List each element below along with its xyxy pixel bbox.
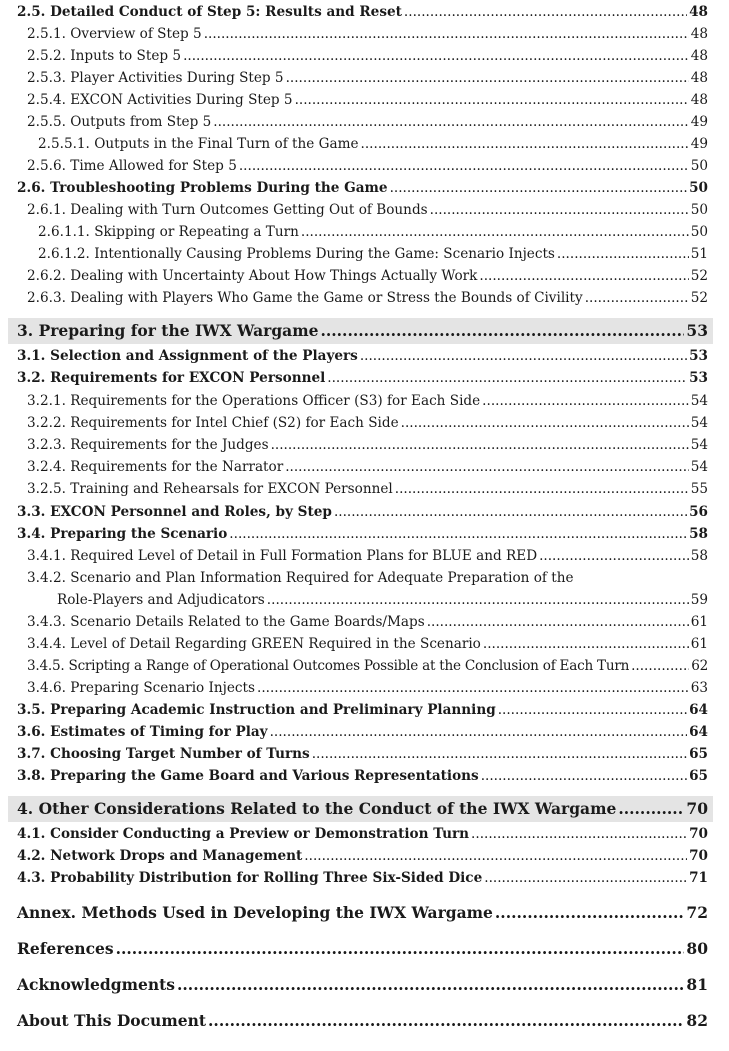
toc-acknowledgments[interactable]: [17, 975, 708, 994]
toc-page-number: 65: [689, 746, 708, 762]
toc-entry-label: 2.5.3. Player Activities During Step 5: [27, 70, 284, 86]
toc-page-number: 63: [690, 680, 708, 696]
toc-entry-label: 2.6.3. Dealing with Players Who Game the Game or Stress the Bounds of Civility: [27, 290, 583, 306]
toc-references[interactable]: [17, 939, 708, 958]
dot-leader: [495, 903, 685, 922]
toc-entry-2-6-1-2[interactable]: [38, 246, 708, 262]
dot-leader: [360, 348, 687, 364]
toc-chapter-4[interactable]: [17, 799, 708, 818]
toc-page-number: 64: [689, 724, 708, 740]
dot-leader: [183, 48, 689, 64]
toc-entry-label: 3.5. Preparing Academic Instruction and Preliminary Planning: [17, 702, 496, 718]
toc-entry-label: 2.6.2. Dealing with Uncertainty About How Things Actually Work: [27, 268, 478, 284]
toc-page-number: 53: [689, 370, 708, 386]
toc-entry-3-2-4[interactable]: [27, 459, 708, 475]
toc-entry-label: 2.5.5.1. Outputs in the Final Turn of the Game: [38, 136, 359, 152]
toc-page-number: 48: [689, 4, 708, 20]
toc-entry-3-2-2[interactable]: [27, 415, 708, 431]
toc-entry-label: 2.6.1.1. Skipping or Repeating a Turn: [38, 224, 299, 240]
dot-leader: [286, 70, 689, 86]
toc-page-number: 70: [686, 799, 708, 818]
toc-entry-2-5[interactable]: [17, 4, 708, 20]
dot-leader: [404, 4, 687, 20]
toc-page-number: 71: [689, 870, 708, 886]
toc-entry-label: 3.4.6. Preparing Scenario Injects: [27, 680, 255, 696]
toc-entry-3-4-3[interactable]: [27, 614, 708, 630]
dot-leader: [483, 636, 689, 652]
dot-leader: [427, 614, 689, 630]
toc-entry-label: 3.6. Estimates of Timing for Play: [17, 724, 268, 740]
toc-entry-2-5-2[interactable]: [27, 48, 708, 64]
toc-page-number: 48: [690, 70, 708, 86]
toc-entry-label: 4.2. Network Drops and Management: [17, 848, 303, 864]
toc-entry-label: 3.1. Selection and Assignment of the Players: [17, 348, 358, 364]
toc-entry-label: 4.3. Probability Distribution for Rolling Three Six-Sided Dice: [17, 870, 483, 886]
dot-leader: [213, 114, 688, 130]
toc-entry-2-6-1-1[interactable]: [38, 224, 708, 240]
dot-leader: [631, 658, 689, 674]
toc-entry-3-6[interactable]: [17, 724, 708, 740]
toc-entry-label: 2.5.2. Inputs to Step 5: [27, 48, 182, 64]
toc-page-number: 64: [689, 702, 708, 718]
dot-leader: [401, 415, 689, 431]
toc-annex[interactable]: [17, 903, 708, 922]
dot-leader: [301, 224, 689, 240]
toc-entry-label: 2.5.5. Outputs from Step 5: [27, 114, 212, 130]
toc-entry-3-2-5[interactable]: [27, 481, 708, 497]
toc-page-number: 48: [690, 48, 708, 64]
toc-page-number: 50: [690, 224, 708, 240]
toc-page-number: 54: [690, 393, 708, 409]
dot-leader: [618, 799, 684, 818]
dot-leader: [334, 504, 687, 520]
dot-leader: [177, 975, 684, 994]
dot-leader: [208, 1011, 684, 1030]
dot-leader: [204, 26, 689, 42]
toc-page-number: 48: [690, 26, 708, 42]
toc-page-number: 54: [690, 437, 708, 453]
toc-page-number: 70: [689, 826, 708, 842]
toc-entry-2-6-2[interactable]: [27, 268, 708, 284]
toc-entry-2-6-1[interactable]: [27, 202, 708, 218]
toc-entry-label: 2.5.4. EXCON Activities During Step 5: [27, 92, 293, 108]
toc-entry-label: 3.2. Requirements for EXCON Personnel: [17, 370, 326, 386]
toc-entry-2-5-5-1[interactable]: [38, 136, 708, 152]
toc-entry-4-2[interactable]: [17, 848, 708, 864]
toc-entry-label: 3.8. Preparing the Game Board and Various Representations: [17, 768, 479, 784]
dot-leader: [430, 202, 689, 218]
dot-leader: [229, 526, 687, 542]
toc-entry-3-2-1[interactable]: [27, 393, 708, 409]
toc-chapter-3[interactable]: [17, 321, 708, 340]
toc-page-number: 62: [691, 658, 708, 674]
toc-entry-label: Annex. Methods Used in Developing the IWX Wargame: [17, 903, 493, 922]
dot-leader: [116, 939, 685, 958]
toc-entry-2-5-3[interactable]: [27, 70, 708, 86]
toc-entry-2-5-1[interactable]: [27, 26, 708, 42]
toc-entry-4-1[interactable]: [17, 826, 708, 842]
dot-leader: [312, 746, 687, 762]
toc-page-number: 72: [686, 903, 708, 922]
dot-leader: [481, 768, 687, 784]
toc-entry-3-3[interactable]: [17, 504, 708, 520]
dot-leader: [539, 548, 689, 564]
dot-leader: [327, 370, 687, 386]
toc-page-number: 48: [690, 92, 708, 108]
toc-page-number: 81: [686, 975, 708, 994]
toc-page-number: 70: [689, 848, 708, 864]
toc-entry-3-2[interactable]: [17, 370, 708, 386]
toc-entry-label: 3.4.1. Required Level of Detail in Full Formation Plans for BLUE and RED: [27, 548, 538, 564]
dot-leader: [304, 848, 687, 864]
toc-entry-label: 2.6.1.2. Intentionally Causing Problems During the Game: Scenario Injects: [38, 246, 555, 262]
toc-entry-label: 3.2.3. Requirements for the Judges: [27, 437, 269, 453]
toc-entry-3-8[interactable]: [17, 768, 708, 784]
toc-entry-3-5[interactable]: [17, 702, 708, 718]
toc-page-number: 80: [686, 939, 708, 958]
toc-entry-3-1[interactable]: [17, 348, 708, 364]
dot-leader: [557, 246, 689, 262]
toc-entry-3-4-5[interactable]: [27, 658, 708, 674]
dot-leader: [320, 321, 684, 340]
toc-entry-label: 2.6. Troubleshooting Problems During the Game: [17, 180, 388, 196]
dot-leader: [267, 592, 689, 608]
toc-entry-label: 2.6.1. Dealing with Turn Outcomes Getting Out of Bounds: [27, 202, 428, 218]
toc-entry-label: Role-Players and Adjudicators: [57, 592, 265, 608]
dot-leader: [361, 136, 689, 152]
toc-entry-label: 2.5. Detailed Conduct of Step 5: Results and Reset: [17, 4, 402, 20]
toc-entry-label: 3.2.2. Requirements for Intel Chief (S2) for Each Side: [27, 415, 399, 431]
toc-entry-3-4-1[interactable]: [27, 548, 708, 564]
toc-page-number: 58: [690, 548, 708, 564]
toc-entry-label: 3.7. Choosing Target Number of Turns: [17, 746, 310, 762]
dot-leader: [482, 393, 689, 409]
toc-page-number: 61: [690, 614, 708, 630]
dot-leader: [271, 437, 689, 453]
dot-leader: [257, 680, 689, 696]
toc-page-number: 49: [690, 136, 708, 152]
dot-leader: [285, 459, 688, 475]
toc-page-number: 65: [689, 768, 708, 784]
toc-page-number: 50: [690, 202, 708, 218]
toc-page-number: 82: [686, 1011, 708, 1030]
dot-leader: [390, 180, 688, 196]
toc-entry-label: 3.2.5. Training and Rehearsals for EXCON Personnel: [27, 481, 393, 497]
toc-entry-label: 4.1. Consider Conducting a Preview or Demonstration Turn: [17, 826, 470, 842]
toc-entry-label: 3.2.4. Requirements for the Narrator: [27, 459, 284, 475]
toc-entry-label: 3.4. Preparing the Scenario: [17, 526, 228, 542]
toc-page-number: 50: [689, 180, 708, 196]
dot-leader: [585, 290, 689, 306]
toc-entry-4-3[interactable]: [17, 870, 708, 886]
toc-page-number: 54: [690, 415, 708, 431]
toc-entry-2-5-4[interactable]: [27, 92, 708, 108]
toc-page-number: 61: [690, 636, 708, 652]
toc-about-this-document[interactable]: [17, 1011, 708, 1030]
dot-leader: [270, 724, 687, 740]
toc-entry-label: 3.4.5. Scripting a Range of Operational Outcomes Possible at the Conclusion of Each Turn: [27, 658, 630, 674]
toc-entry-label: 3.4.3. Scenario Details Related to the Game Boards/Maps: [27, 614, 425, 630]
dot-leader: [484, 870, 687, 886]
toc-entry-2-5-5[interactable]: [27, 114, 708, 130]
toc-entry-3-4-2-line1[interactable]: [27, 570, 574, 586]
toc-entry-label: 2.5.6. Time Allowed for Step 5: [27, 158, 237, 174]
toc-entry-3-4-4[interactable]: [27, 636, 708, 652]
toc-entry-number: 3.4.2.: [27, 570, 66, 586]
toc-entry-label: About This Document: [17, 1011, 207, 1030]
dot-leader: [295, 92, 689, 108]
toc-page-number: 51: [690, 246, 708, 262]
toc-entry-label: 3.2.1. Requirements for the Operations Officer (S3) for Each Side: [27, 393, 481, 409]
toc-entry-label: Scenario and Plan Information Required for Adequate Preparation of the: [70, 570, 574, 586]
toc-entry-3-4-6[interactable]: [27, 680, 708, 696]
toc-page-number: 55: [690, 481, 708, 497]
toc-entry-label: 2.5.1. Overview of Step 5: [27, 26, 202, 42]
toc-entry-3-7[interactable]: [17, 746, 708, 762]
toc-entry-label: 3.4.4. Level of Detail Regarding GREEN Required in the Scenario: [27, 636, 481, 652]
toc-page-number: 53: [689, 348, 708, 364]
dot-leader: [239, 158, 689, 174]
toc-page-number: 49: [690, 114, 708, 130]
toc-page-number: 52: [690, 268, 708, 284]
toc-entry-label: 4. Other Considerations Related to the Conduct of the IWX Wargame: [17, 799, 617, 818]
toc-entry-label: References: [17, 939, 114, 958]
dot-leader: [479, 268, 688, 284]
dot-leader: [471, 826, 687, 842]
toc-page-number: 52: [690, 290, 708, 306]
toc-entry-2-6-3[interactable]: [27, 290, 708, 306]
dot-leader: [395, 481, 689, 497]
toc-entry-3-2-3[interactable]: [27, 437, 708, 453]
toc-entry-3-4[interactable]: [17, 526, 708, 542]
toc-page-number: 58: [689, 526, 708, 542]
toc-page-number: 59: [690, 592, 708, 608]
toc-entry-2-5-6[interactable]: [27, 158, 708, 174]
toc-page-number: 50: [690, 158, 708, 174]
toc-entry-3-4-2[interactable]: [57, 592, 708, 608]
toc-page-number: 56: [689, 504, 708, 520]
dot-leader: [498, 702, 687, 718]
toc-entry-label: 3. Preparing for the IWX Wargame: [17, 321, 319, 340]
toc-page-number: 53: [686, 321, 708, 340]
toc-entry-label: 3.3. EXCON Personnel and Roles, by Step: [17, 504, 332, 520]
toc-page-number: 54: [690, 459, 708, 475]
toc-entry-2-6[interactable]: [17, 180, 708, 196]
toc-entry-label: Acknowledgments: [17, 975, 175, 994]
